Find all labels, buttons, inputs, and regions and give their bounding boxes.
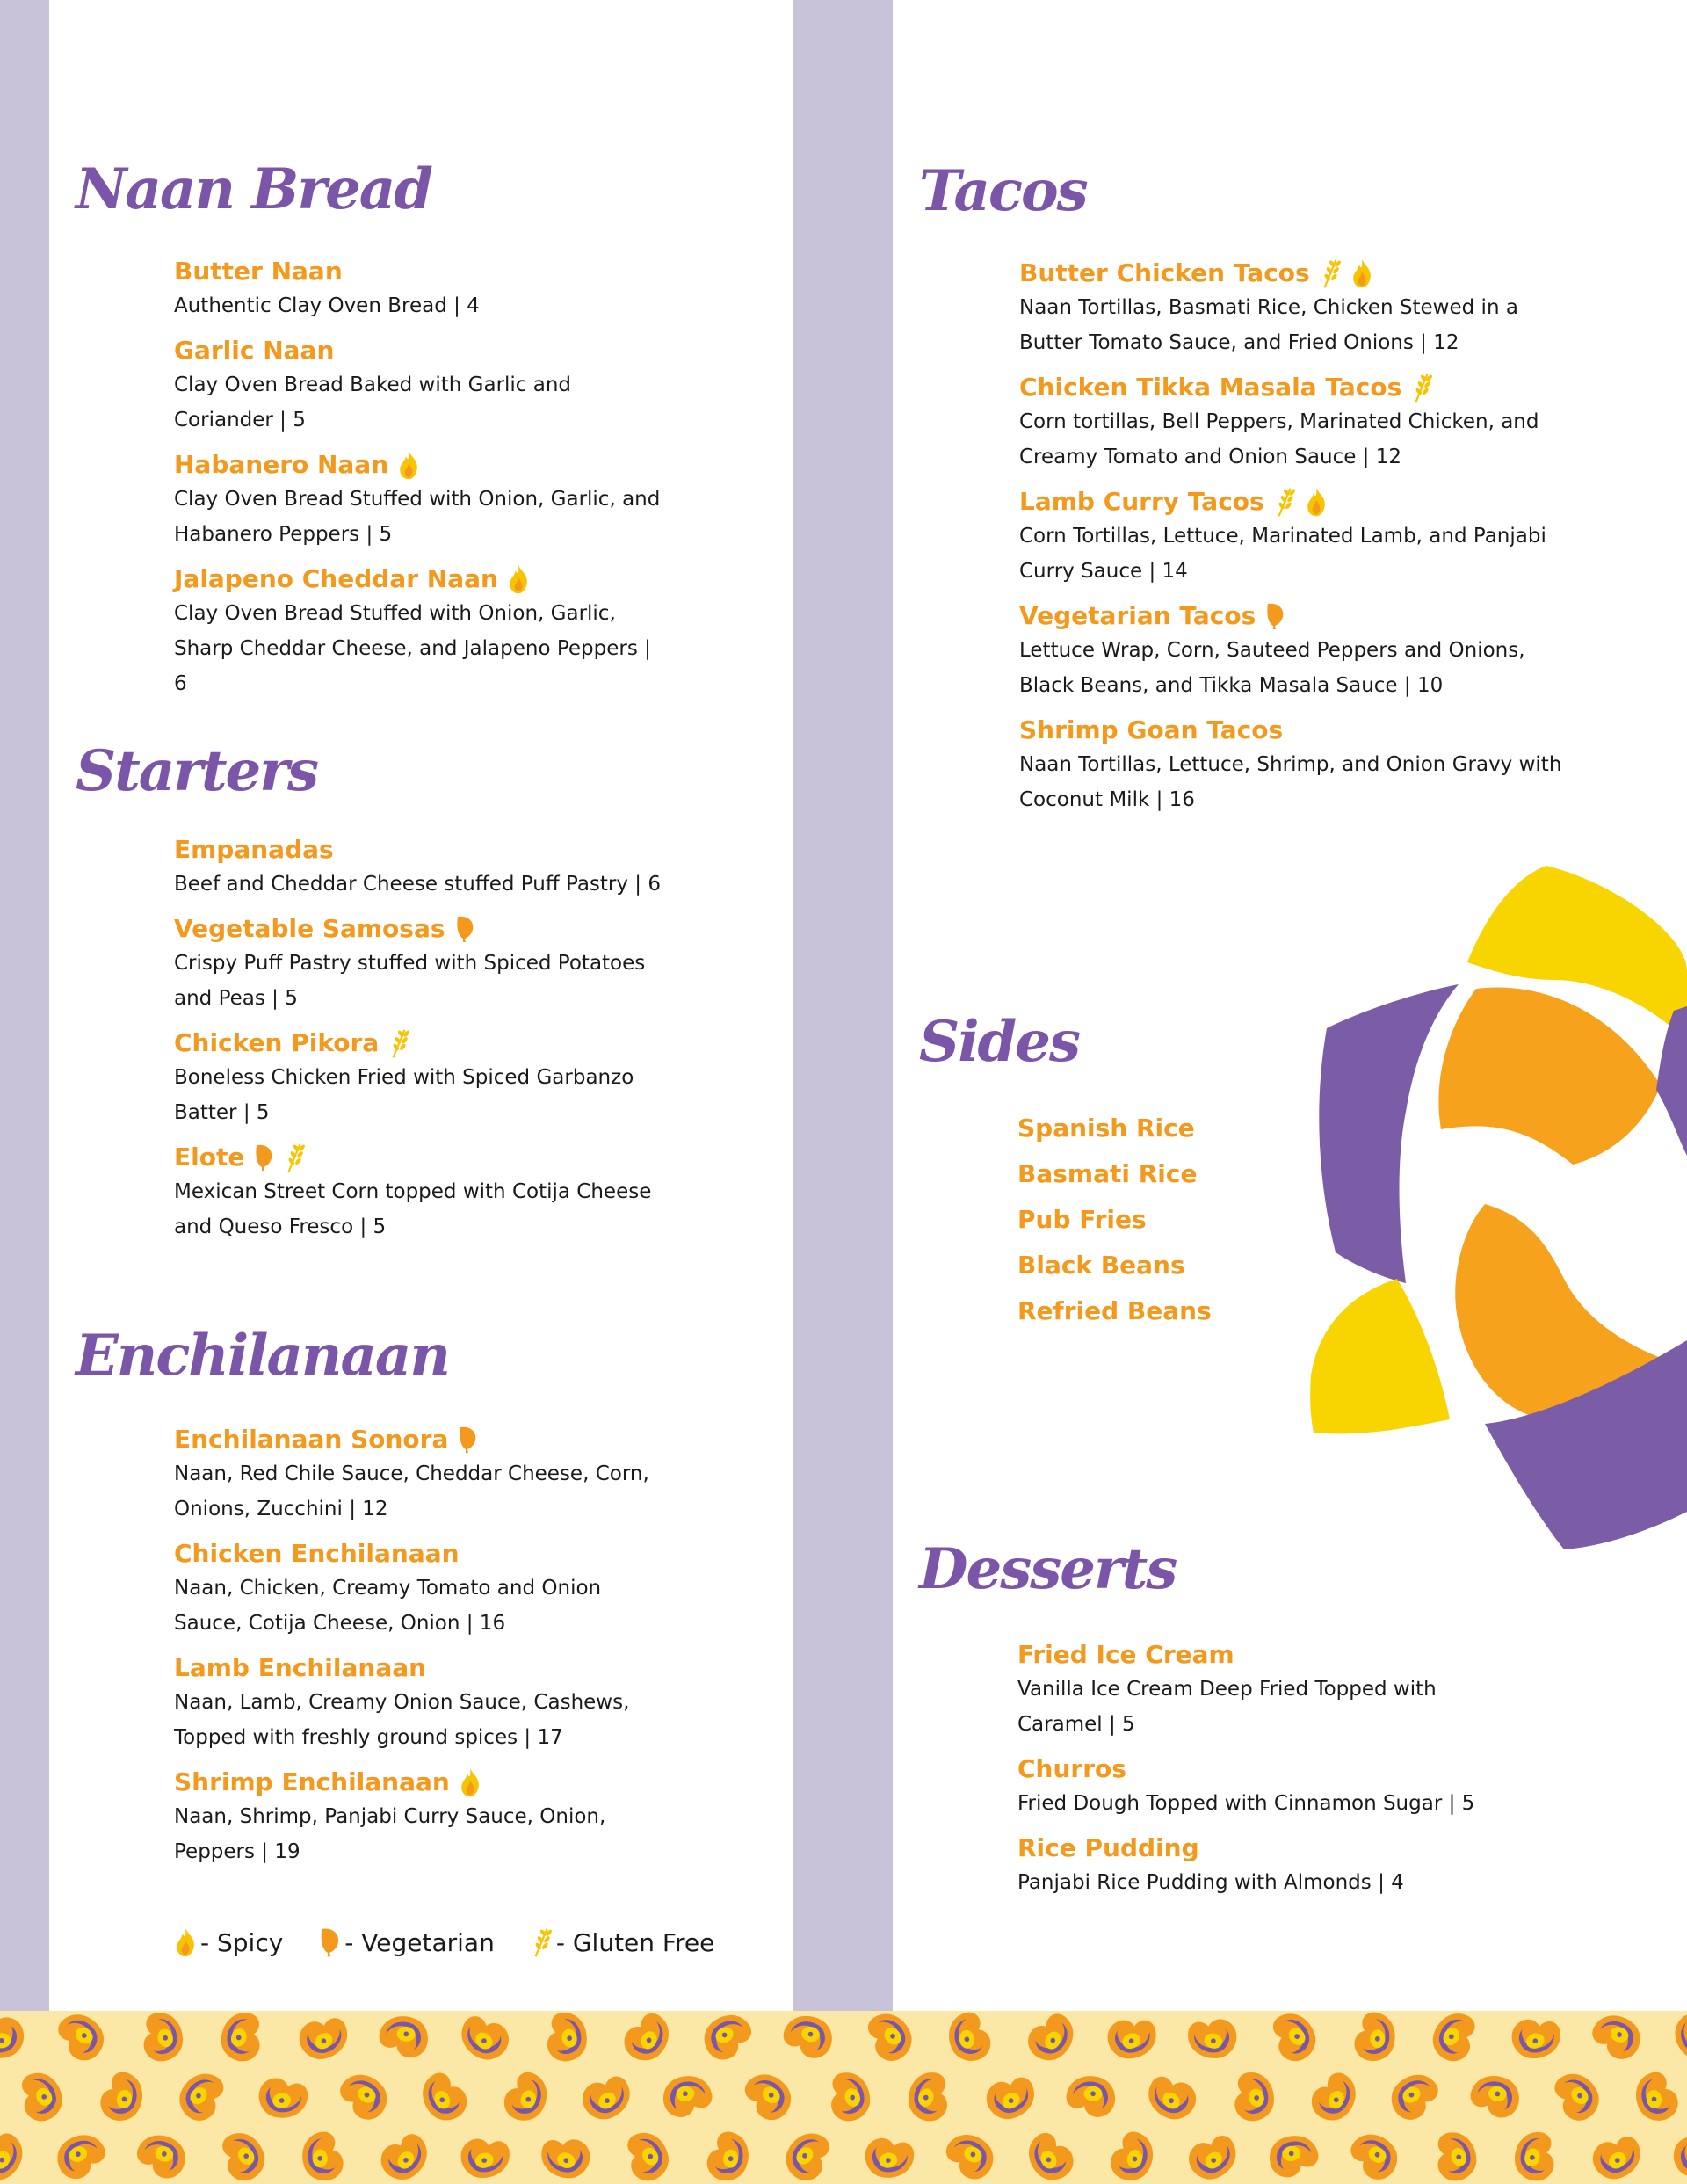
menu-item-name bbox=[1017, 1832, 1510, 1865]
section-title: Starters bbox=[76, 738, 317, 804]
gluten-free-icon bbox=[283, 1142, 306, 1173]
menu-item-title: Fried Ice Cream bbox=[1017, 1640, 1234, 1669]
menu-item bbox=[174, 1537, 666, 1641]
section-title: Naan Bread bbox=[76, 156, 431, 222]
menu-item bbox=[1017, 1752, 1510, 1821]
menu-item-title: Shrimp Enchilanaan bbox=[174, 1767, 450, 1796]
vegetarian-icon bbox=[1264, 600, 1285, 632]
flower-decoration bbox=[1309, 866, 1687, 1551]
menu-item bbox=[174, 255, 666, 323]
menu-item-title: Shrimp Goan Tacos bbox=[1019, 715, 1284, 744]
side-item: Black Beans bbox=[1017, 1251, 1185, 1280]
legend-spicy-label: - Spicy bbox=[200, 1927, 284, 1957]
menu-item bbox=[1017, 1832, 1510, 1900]
menu-items bbox=[174, 1423, 666, 1880]
menu-item-description: Beef and Cheddar Cheese stuffed Puff Pastry | 6 bbox=[174, 873, 661, 896]
menu-item-name bbox=[174, 1423, 666, 1456]
menu-item-name bbox=[174, 448, 666, 482]
side-item: Pub Fries bbox=[1017, 1205, 1147, 1234]
legend-gluten-free-label: - Gluten Free bbox=[555, 1927, 715, 1957]
menu-item-title: Empanadas bbox=[174, 835, 334, 864]
menu-item-description: Clay Oven Bread Baked with Garlic and Coriander | 5 bbox=[174, 374, 572, 432]
menu-item bbox=[174, 1027, 666, 1130]
left-border-stripe bbox=[0, 0, 49, 2011]
legend-spicy bbox=[174, 1926, 283, 1958]
legend-vegetarian bbox=[318, 1926, 495, 1958]
section-title: Desserts bbox=[919, 1536, 1177, 1602]
menu-item-name bbox=[1019, 257, 1582, 290]
menu-item bbox=[174, 1766, 666, 1869]
menu-item-description: Naan, Lamb, Creamy Onion Sauce, Cashews, Topped with freshly ground spices | 17 bbox=[174, 1691, 630, 1749]
menu-item-name bbox=[174, 833, 666, 867]
menu-items bbox=[174, 833, 666, 1255]
menu-items bbox=[1019, 257, 1582, 828]
side-item: Spanish Rice bbox=[1017, 1114, 1195, 1143]
gluten-free-icon bbox=[1273, 486, 1296, 518]
menu-item bbox=[174, 1651, 666, 1755]
vegetarian-icon bbox=[454, 913, 475, 945]
dietary-legend bbox=[174, 1926, 749, 1958]
menu-item-description: Naan, Shrimp, Panjabi Curry Sauce, Onion, Peppers | 19 bbox=[174, 1805, 606, 1863]
legend-gluten-free bbox=[530, 1926, 715, 1958]
menu-item-title: Chicken Tikka Masala Tacos bbox=[1019, 373, 1402, 402]
menu-item-name bbox=[1019, 485, 1582, 519]
menu-item-description: Mexican Street Corn topped with Cotija Cheese and Queso Fresco | 5 bbox=[174, 1180, 652, 1238]
menu-item-description: Panjabi Rice Pudding with Almonds | 4 bbox=[1017, 1871, 1404, 1894]
menu-item-title: Garlic Naan bbox=[174, 336, 335, 365]
menu-item bbox=[1019, 257, 1582, 360]
menu-item bbox=[174, 562, 666, 701]
menu-item-title: Chicken Pikora bbox=[174, 1028, 380, 1057]
menu-item-name bbox=[1017, 1752, 1510, 1786]
menu-item-name bbox=[174, 562, 666, 596]
gluten-free-icon bbox=[1319, 258, 1342, 289]
menu-item bbox=[1019, 714, 1582, 817]
menu-item-description: Corn Tortillas, Lettuce, Marinated Lamb, and Panjabi Curry Sauce | 14 bbox=[1019, 525, 1546, 583]
vegetarian-icon bbox=[253, 1142, 274, 1173]
menu-item-title: Butter Chicken Tacos bbox=[1019, 258, 1310, 287]
spicy-icon bbox=[507, 563, 530, 595]
menu-item-description: Lettuce Wrap, Corn, Sauteed Peppers and Onions, Black Beans, and Tikka Masala Sauce | 10 bbox=[1019, 639, 1525, 697]
menu-item-title: Churros bbox=[1017, 1754, 1126, 1783]
menu-item-description: Vanilla Ice Cream Deep Fried Topped with Caramel | 5 bbox=[1017, 1678, 1437, 1736]
gluten-free-icon bbox=[530, 1926, 553, 1958]
menu-item-title: Lamb Curry Tacos bbox=[1019, 487, 1264, 516]
menu-item-title: Habanero Naan bbox=[174, 450, 389, 479]
menu-item-name bbox=[1019, 599, 1582, 633]
side-item: Basmati Rice bbox=[1017, 1159, 1198, 1188]
menu-item-title: Elote bbox=[174, 1143, 245, 1172]
menu-item-description: Clay Oven Bread Stuffed with Onion, Garlic, and Habanero Peppers | 5 bbox=[174, 488, 661, 546]
menu-item-description: Boneless Chicken Fried with Spiced Garbanzo Batter | 5 bbox=[174, 1066, 634, 1124]
menu-item-description: Naan, Chicken, Creamy Tomato and Onion Sauce, Cotija Cheese, Onion | 16 bbox=[174, 1577, 602, 1635]
menu-item bbox=[1017, 1638, 1510, 1742]
vegetarian-icon bbox=[318, 1926, 341, 1958]
menu-item-title: Enchilanaan Sonora bbox=[174, 1425, 449, 1454]
menu-item-name bbox=[1019, 714, 1582, 747]
menu-items bbox=[174, 255, 666, 712]
menu-item-description: Crispy Puff Pastry stuffed with Spiced Potatoes and Peas | 5 bbox=[174, 952, 646, 1010]
menu-item-title: Butter Naan bbox=[174, 257, 343, 286]
menu-item-description: Naan Tortillas, Basmati Rice, Chicken Stewed in a Butter Tomato Sauce, and Fried Onions | 12 bbox=[1019, 296, 1518, 354]
menu-item bbox=[174, 833, 666, 902]
spicy-icon bbox=[1305, 486, 1328, 518]
menu-item-name bbox=[174, 912, 666, 946]
menu-item-name bbox=[174, 1537, 666, 1571]
section-title: Enchilanaan bbox=[76, 1323, 449, 1389]
menu-item-name bbox=[174, 1027, 666, 1060]
menu-item-name bbox=[174, 255, 666, 288]
menu-item-title: Chicken Enchilanaan bbox=[174, 1539, 460, 1568]
side-list bbox=[1017, 1106, 1212, 1334]
menu-item-name bbox=[1017, 1638, 1510, 1672]
menu-item bbox=[174, 1141, 666, 1244]
menu-item-name bbox=[1019, 371, 1582, 404]
center-divider-stripe bbox=[793, 0, 893, 2011]
menu-item-name bbox=[174, 1766, 666, 1799]
spicy-icon bbox=[459, 1767, 481, 1798]
spicy-icon bbox=[397, 449, 420, 481]
menu-item-title: Rice Pudding bbox=[1017, 1833, 1199, 1862]
vegetarian-icon bbox=[457, 1424, 478, 1455]
menu-items bbox=[1017, 1638, 1510, 1911]
menu-item bbox=[174, 1423, 666, 1527]
menu-item bbox=[174, 912, 666, 1016]
menu-item-title: Jalapeno Cheddar Naan bbox=[174, 564, 498, 593]
menu-item bbox=[174, 448, 666, 552]
menu-item-description: Authentic Clay Oven Bread | 4 bbox=[174, 294, 480, 317]
menu-item-description: Corn tortillas, Bell Peppers, Marinated Chicken, and Creamy Tomato and Onion Sauce | 12 bbox=[1019, 410, 1539, 468]
menu-item-description: Naan Tortillas, Lettuce, Shrimp, and Onion Gravy with Coconut Milk | 16 bbox=[1019, 753, 1562, 811]
gluten-free-icon bbox=[387, 1027, 410, 1059]
menu-item-title: Vegetable Samosas bbox=[174, 914, 445, 943]
menu-item-title: Vegetarian Tacos bbox=[1019, 601, 1256, 630]
menu-item-description: Clay Oven Bread Stuffed with Onion, Garlic, Sharp Cheddar Cheese, and Jalapeno Peppers | 6 bbox=[174, 602, 651, 695]
section-title: Tacos bbox=[919, 158, 1087, 224]
spicy-icon bbox=[1350, 258, 1373, 289]
menu-item-description: Naan, Red Chile Sauce, Cheddar Cheese, Corn, Onions, Zucchini | 12 bbox=[174, 1462, 649, 1520]
spicy-icon bbox=[174, 1926, 197, 1958]
legend-vegetarian-label: - Vegetarian bbox=[344, 1927, 495, 1957]
menu-item bbox=[1019, 599, 1582, 703]
menu-item-name bbox=[174, 1141, 666, 1174]
menu-item bbox=[174, 334, 666, 438]
menu-item-title: Lamb Enchilanaan bbox=[174, 1653, 427, 1682]
menu-item-description: Fried Dough Topped with Cinnamon Sugar | 5 bbox=[1017, 1792, 1475, 1815]
menu-item-name bbox=[174, 1651, 666, 1685]
side-item: Refried Beans bbox=[1017, 1296, 1212, 1325]
paisley-pattern-band bbox=[0, 2011, 1687, 2184]
section-title: Sides bbox=[919, 1009, 1080, 1075]
menu-item bbox=[1019, 371, 1582, 475]
gluten-free-icon bbox=[1410, 372, 1433, 403]
menu-item-name bbox=[174, 334, 666, 367]
menu-item bbox=[1019, 485, 1582, 589]
